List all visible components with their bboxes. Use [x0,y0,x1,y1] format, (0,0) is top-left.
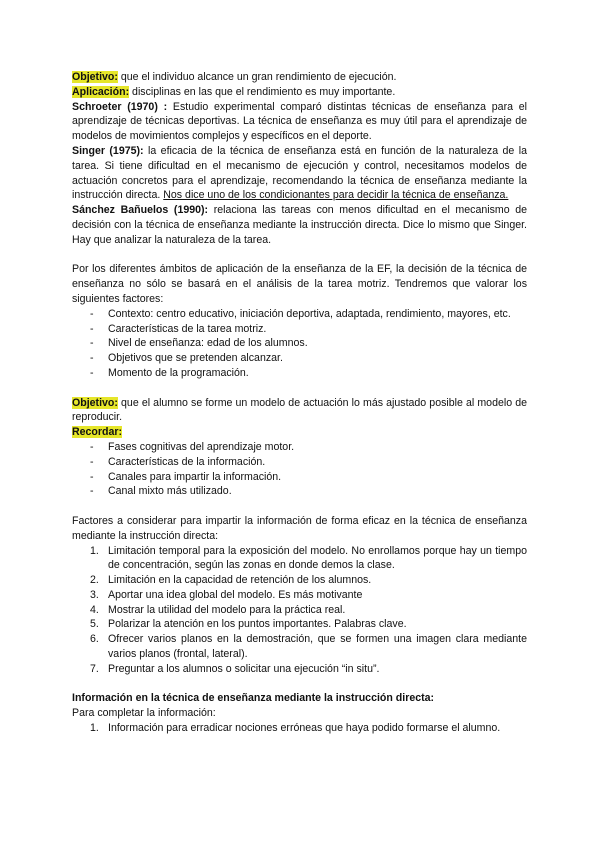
list-item: - Características de la tarea motriz. [108,322,527,337]
sanchez-paragraph [72,203,527,247]
list-item: - Canal mixto más utilizado. [108,484,527,499]
schroeter-text: Estudio experimental comparó distintas técnicas de enseñanza para el aprendizaje de técnicas deportivas. La técnica de enseñanza es muy útil para el aprendizaje de modelos de movimientos complejos y específicos en el deporte. [72,100,528,143]
singer-label: Singer (1975): [72,144,144,157]
objetivo-line [72,70,527,85]
list-item: 5. Polarizar la atención en los puntos importantes. Palabras clave. [90,618,407,631]
singer-underlined: Nos dice uno de los condicionantes para decidir la técnica de enseñanza. [163,189,509,202]
list-item: - Contexto: centro educativo, iniciación deportiva, adaptada, rendimiento, mayores, etc. [108,307,527,322]
list-item: - Canales para impartir la información. [108,470,527,485]
objetivo2-label: Objetivo: [72,396,118,409]
aplicacion-line [72,85,527,100]
sanchez-text: relaciona las tareas con menos dificultad en el mecanismo de decisión con la técnica de enseñanza mediante la instrucción directa. Dice lo mismo que Singer. Hay que analizar la naturaleza de la tarea. [72,204,528,246]
objetivo-text: que el individuo alcance un gran rendimiento de ejecución. [117,71,397,83]
list-item: - Momento de la programación. [108,366,527,381]
aplicacion-label: Aplicación: [72,85,130,98]
aplicacion-text: disciplinas en las que el rendimiento es muy importante. [129,85,396,98]
document-page [72,70,527,736]
information-list [72,721,527,736]
list-item: 4. Mostrar la utilidad del modelo para la práctica real. [90,603,346,616]
singer-text: la eficacia de la técnica de enseñanza está en función de la naturaleza de la tarea. Si tiene dificultad en el mecanismo de ejecución y control, necesitamos modelos de actuación concretos para el aprendizaje, recomendando la técnica de enseñanza mediante la instrucción directa. [72,144,528,202]
considerations-intro: Factores a considerar para impartir la información de forma eficaz en la técnica de enseñanza mediante la instrucción directa: [72,514,527,542]
list-item: - Objetivos que se pretenden alcanzar. [108,351,527,366]
schroeter-label: Schroeter (1970) : [72,100,168,113]
factors-list [72,307,527,381]
sanchez-label: Sánchez Bañuelos (1990): [72,204,209,217]
section-subheading: Para completar la información: [72,707,216,720]
list-item: 2. Limitación en la capacidad de retención de los alumnos. [90,574,372,587]
factors-intro: Por los diferentes ámbitos de aplicación de la enseñanza de la EF, la decisión de la técnica de enseñanza no sólo se basará en el análisis de la tarea motriz. Tendremos que valorar los siguientes factores: [72,263,527,305]
list-item: - Características de la información. [108,455,527,470]
recordar-list [72,440,527,499]
list-item: - Nivel de enseñanza: edad de los alumnos. [108,336,527,351]
list-item: 1. Información para erradicar nociones erróneas que haya podido formarse el alumno. [90,722,501,735]
list-item: - Fases cognitivas del aprendizaje motor. [108,440,527,455]
list-item: 1. Limitación temporal para la exposición del modelo. No enrollamos porque hay un tiempo de concentración, según las zonas en donde demos la clase. [90,544,527,572]
objetivo2-paragraph [72,396,527,426]
list-item: 6. Ofrecer varios planos en la demostración, que se formen una imagen clara mediante varios planos (frontal, lateral). [90,633,527,661]
objetivo-label: Objetivo: [72,71,118,83]
section-heading: Información en la técnica de enseñanza mediante la instrucción directa: [72,692,435,705]
recordar-label: Recordar: [72,426,123,439]
schroeter-paragraph [72,100,527,144]
list-item: 7. Preguntar a los alumnos o solicitar una ejecución “in situ”. [90,662,380,675]
recordar-line [72,425,527,440]
considerations-list [72,544,527,677]
list-item: 3. Aportar una idea global del modelo. Es más motivante [90,588,363,601]
singer-paragraph [72,144,527,203]
objetivo2-text: que el alumno se forme un modelo de actuación lo más ajustado posible al modelo de reproducir. [72,396,527,424]
